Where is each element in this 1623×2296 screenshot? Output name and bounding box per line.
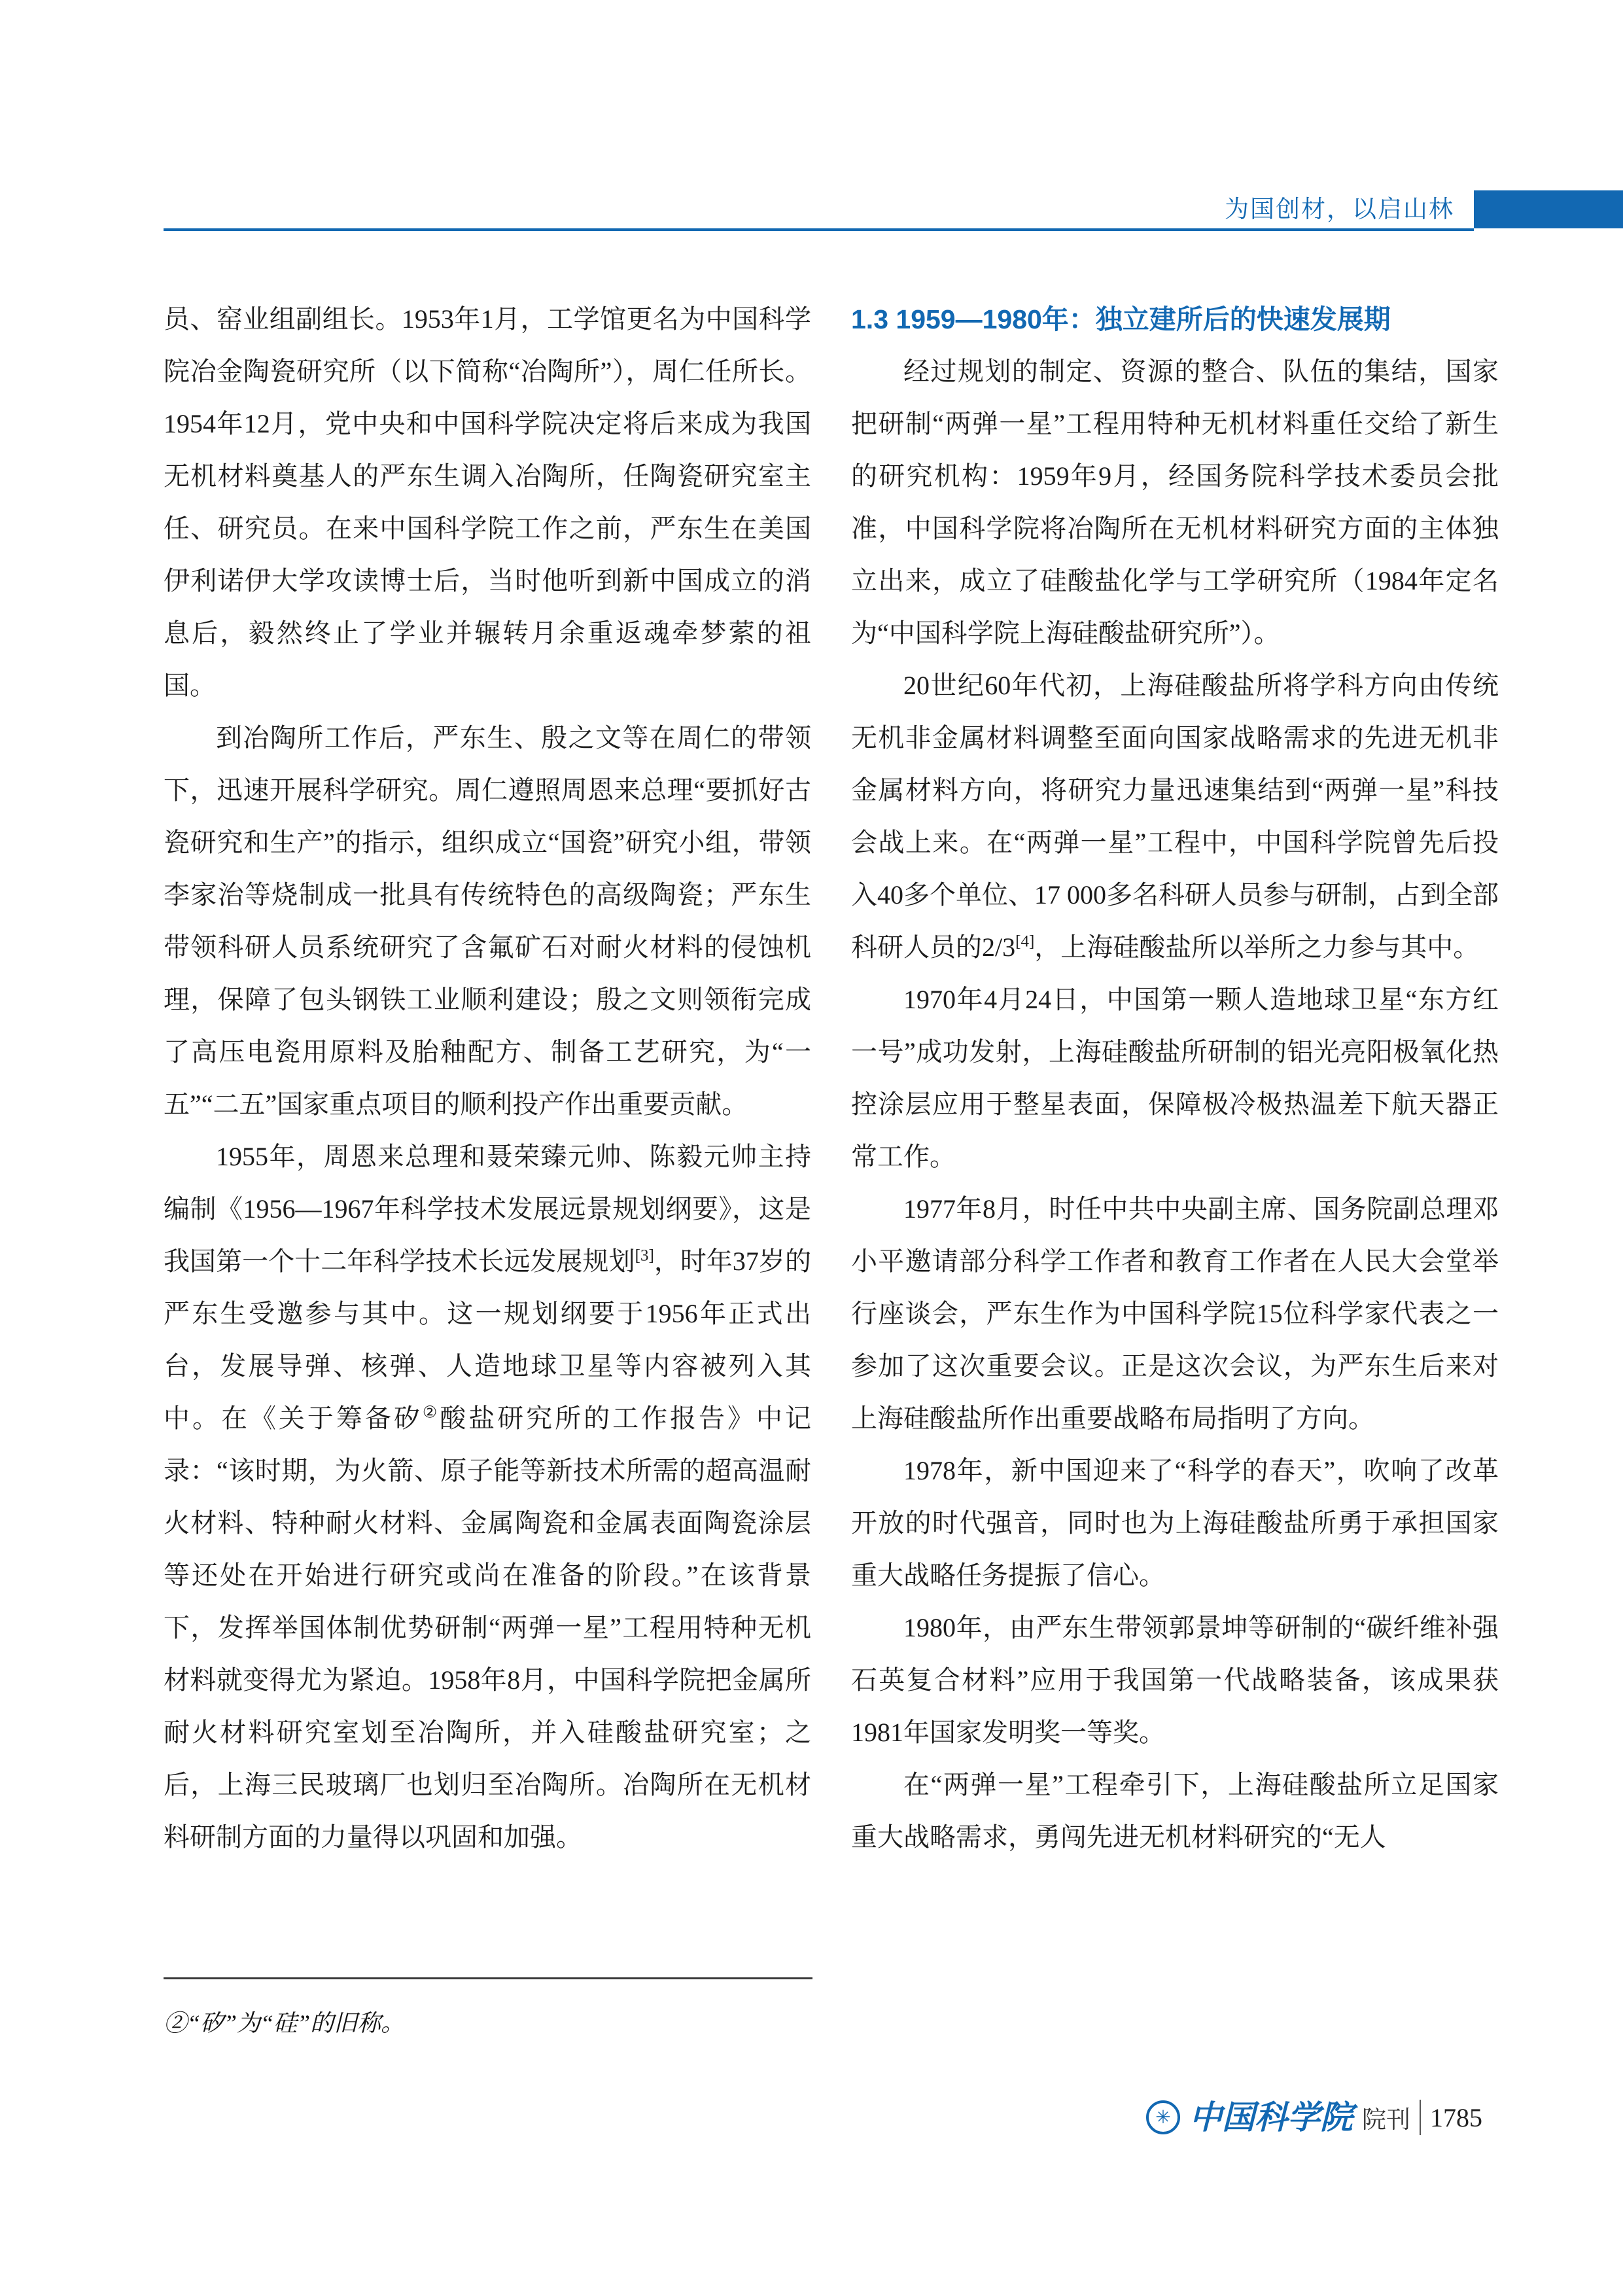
text-run: ，上海硅酸盐所以举所之力参与其中。 xyxy=(1034,932,1480,962)
text-run: 1977年8月，时任中共中央副主席、国务院副总理邓小平邀请部分科学工作者和教育工作者在人民大会堂举行座谈会，严东生作为中国科学院15位科学家代表之一参加了这次重要会议。正是这次会议，为严东生后来对上海硅酸盐所作出重要战略布局指明了方向。 xyxy=(851,1194,1499,1433)
paragraph xyxy=(851,1183,1499,1445)
left-column xyxy=(164,293,811,1863)
text-run: 在“两弹一星”工程牵引下，上海硅酸盐所立足国家重大战略需求，勇闯先进无机材料研究的“无人 xyxy=(851,1770,1499,1852)
paragraph xyxy=(851,1445,1499,1602)
paragraph xyxy=(164,293,811,712)
right-column-paragraphs xyxy=(851,345,1499,1863)
text-run: 到冶陶所工作后，严东生、殷之文等在周仁的带领下，迅速开展科学研究。周仁遵照周恩来总理“要抓好古瓷研究和生产”的指示，组织成立“国瓷”研究小组，带领李家治等烧制成一批具有传统特色的高级陶瓷；严东生带领科研人员系统研究了含氟矿石对耐火材料的侵蚀机理，保障了包头钢铁工业顺利建设；殷之文则领衔完成了高压电瓷用原料及胎釉配方、制备工艺研究，为“一五”“二五”国家重点项目的顺利投产作出重要贡献。 xyxy=(164,723,811,1119)
paragraph xyxy=(164,712,811,1131)
text-run: 酸盐研究所的工作报告》中记录：“该时期，为火箭、原子能等新技术所需的超高温耐火材料、特种耐火材料、金属陶瓷和金属表面陶瓷涂层等还处在开始进行研究或尚在准备的阶段。”在该背景下，发挥举国体制优势研制“两弹一星”工程用特种无机材料就变得尤为紧迫。1958年8月，中国科学院把金属所耐火材料研究室划至冶陶所，并入硅酸盐研究室；之后，上海三民玻璃厂也划归至冶陶所。冶陶所在无机材料研制方面的力量得以巩固和加强。 xyxy=(164,1404,812,1852)
text-run: 1978年，新中国迎来了“科学的春天”，吹响了改革开放的时代强音，同时也为上海硅酸盐所勇于承担国家重大战略任务提振了信心。 xyxy=(851,1456,1499,1590)
text-run: ，时年37岁的严东生受邀参与其中。这一规划纲要于1956年正式出台，发展导弹、核弹、人造地球卫星等内容被列入其中。在《关于筹备矽 xyxy=(164,1246,812,1433)
header-rule xyxy=(164,228,1474,231)
paragraph xyxy=(851,345,1499,660)
section-heading: 1.3 1959—1980年：独立建所后的快速发展期 xyxy=(851,304,1391,334)
paragraph xyxy=(164,1131,811,1863)
superscript-ref: [4] xyxy=(1015,932,1035,951)
footer-divider xyxy=(1420,2100,1421,2135)
paragraph xyxy=(851,1602,1499,1759)
paragraph xyxy=(851,660,1499,974)
footer xyxy=(1146,2099,1482,2136)
header-accent-bar xyxy=(1474,190,1623,228)
text-run: 1955年，周恩来总理和聂荣臻元帅、陈毅元帅主持编制《1956—1967年科学技术发展远景规划纲要》，这是我国第一个十二年科学技术长远发展规划 xyxy=(164,1142,811,1276)
journal-label: 院刊 xyxy=(1362,2106,1410,2133)
superscript-ref: [3] xyxy=(635,1246,654,1265)
superscript-ref: ② xyxy=(422,1404,440,1422)
text-run: 1980年，由严东生带领郭景坤等研制的“碳纤维补强石英复合材料”应用于我国第一代战略装备，该成果获1981年国家发明奖一等奖。 xyxy=(851,1613,1499,1747)
paragraph xyxy=(851,974,1499,1183)
footnote-rule xyxy=(164,1977,812,1979)
header-slogan: 为国创材，以启山林 xyxy=(1225,196,1454,222)
footnote: ②“矽”为“硅”的旧称。 xyxy=(164,2010,405,2036)
body-columns xyxy=(164,293,1499,1863)
text-run: 1970年4月24日，中国第一颗人造地球卫星“东方红一号”成功发射，上海硅酸盐所研制的铝光亮阳极氧化热控涂层应用于整星表面，保障极冷极热温差下航天器正常工作。 xyxy=(851,985,1499,1171)
right-column xyxy=(851,293,1499,1863)
text-run: 员、窑业组副组长。1953年1月，工学馆更名为中国科学院冶金陶瓷研究所（以下简称“冶陶所”），周仁任所长。1954年12月，党中央和中国科学院决定将后来成为我国无机材料奠基人的严东生调入冶陶所，任陶瓷研究室主任、研究员。在来中国科学院工作之前，严东生在美国伊利诺伊大学攻读博士后，当时他听到新中国成立的消息后，毅然终止了学业并辗转月余重返魂牵梦萦的祖国。 xyxy=(164,304,811,700)
journal-brand-name: 中国科学院 xyxy=(1189,2099,1353,2136)
text-run: 20世纪60年代初，上海硅酸盐所将学科方向由传统无机非金属材料调整至面向国家战略需求的先进无机非金属材料方向，将研究力量迅速集结到“两弹一星”科技会战上来。在“两弹一星”工程中，中国科学院曾先后投入40多个单位、17 000多名科研人员参与研制，占到全部科研人员的2/3 xyxy=(851,671,1499,962)
paragraph xyxy=(851,1759,1499,1863)
page-number: 1785 xyxy=(1430,2102,1482,2132)
cas-emblem-icon: ✳ xyxy=(1146,2100,1180,2134)
text-run: 经过规划的制定、资源的整合、队伍的集结，国家把研制“两弹一星”工程用特种无机材料重任交给了新生的研究机构：1959年9月，经国务院科学技术委员会批准，中国科学院将冶陶所在无机材料研究方面的主体独立出来，成立了硅酸盐化学与工学研究所（1984年定名为“中国科学院上海硅酸盐研究所”）。 xyxy=(851,357,1499,648)
